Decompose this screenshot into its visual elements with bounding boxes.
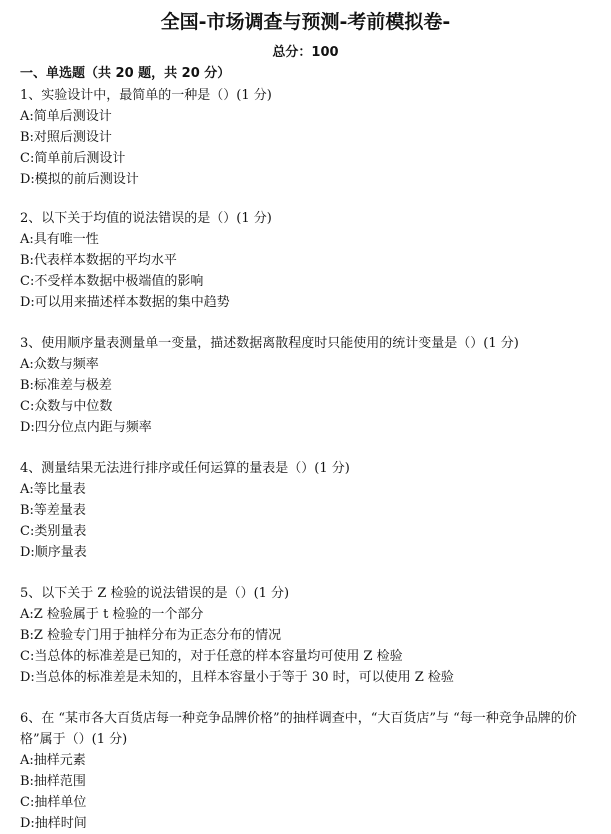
question-stem: 4、测量结果无法进行排序或任何运算的量表是（）(1 分): [20, 461, 350, 476]
option-b: B:等差量表: [20, 503, 86, 518]
question-stem: 1、实验设计中，最简单的一种是（）(1 分): [20, 88, 272, 103]
option-c: C:众数与中位数: [20, 399, 113, 414]
option-d: D:当总体的标准差是未知的，且样本容量小于等于 30 时，可以使用 Z 检验: [20, 670, 454, 685]
section-heading: 一、单选题（共 20 题，共 20 分）: [20, 66, 231, 81]
exam-title: 全国-市场调查与预测-考前模拟卷-: [160, 11, 451, 33]
question-5: [20, 583, 580, 688]
option-a: A:抽样元素: [20, 753, 86, 768]
option-c: C:抽样单位: [20, 795, 87, 810]
option-c: C:当总体的标准差是已知的，对于任意的样本容量均可使用 Z 检验: [20, 649, 403, 664]
question-stem: 2、以下关于均值的说法错误的是（）(1 分): [20, 211, 272, 226]
option-b: B:标准差与极差: [20, 378, 112, 393]
option-b: B:代表样本数据的平均水平: [20, 253, 177, 268]
question-stem: 5、以下关于 Z 检验的说法错误的是（）(1 分): [20, 586, 290, 601]
option-c: C:不受样本数据中极端值的影响: [20, 274, 204, 289]
question-1: [20, 85, 580, 190]
option-a: A:等比量表: [20, 482, 86, 497]
option-d: D:可以用来描述样本数据的集中趋势: [20, 295, 230, 310]
option-d: D:四分位点内距与频率: [20, 420, 152, 435]
question-2: [20, 208, 580, 313]
option-d: D:抽样时间: [20, 816, 87, 831]
total-score: 总分：100: [272, 45, 339, 60]
question-4: [20, 458, 580, 563]
option-a: A:Z 检验属于 t 检验的一个部分: [20, 607, 204, 622]
option-c: C:简单前后测设计: [20, 151, 126, 166]
option-b: B:抽样范围: [20, 774, 86, 789]
option-b: B:Z 检验专门用于抽样分布为正态分布的情况: [20, 628, 282, 643]
option-d: D:顺序量表: [20, 545, 87, 560]
question-6: [20, 708, 580, 834]
option-a: A:众数与频率: [20, 357, 99, 372]
option-c: C:类别量表: [20, 524, 87, 539]
option-a: A:简单后测设计: [20, 109, 112, 124]
question-3: [20, 333, 580, 438]
option-a: A:具有唯一性: [20, 232, 99, 247]
option-b: B:对照后测设计: [20, 130, 112, 145]
question-stem: 3、使用顺序量表测量单一变量，描述数据离散程度时只能使用的统计变量是（）(1 分): [20, 336, 519, 351]
option-d: D:模拟的前后测设计: [20, 172, 139, 187]
question-stem: 6、在 “某市各大百货店每一种竞争品牌价格”的抽样调查中，“大百货店”与 “每一种竞争品牌的价格”属于（）(1 分): [20, 711, 577, 747]
